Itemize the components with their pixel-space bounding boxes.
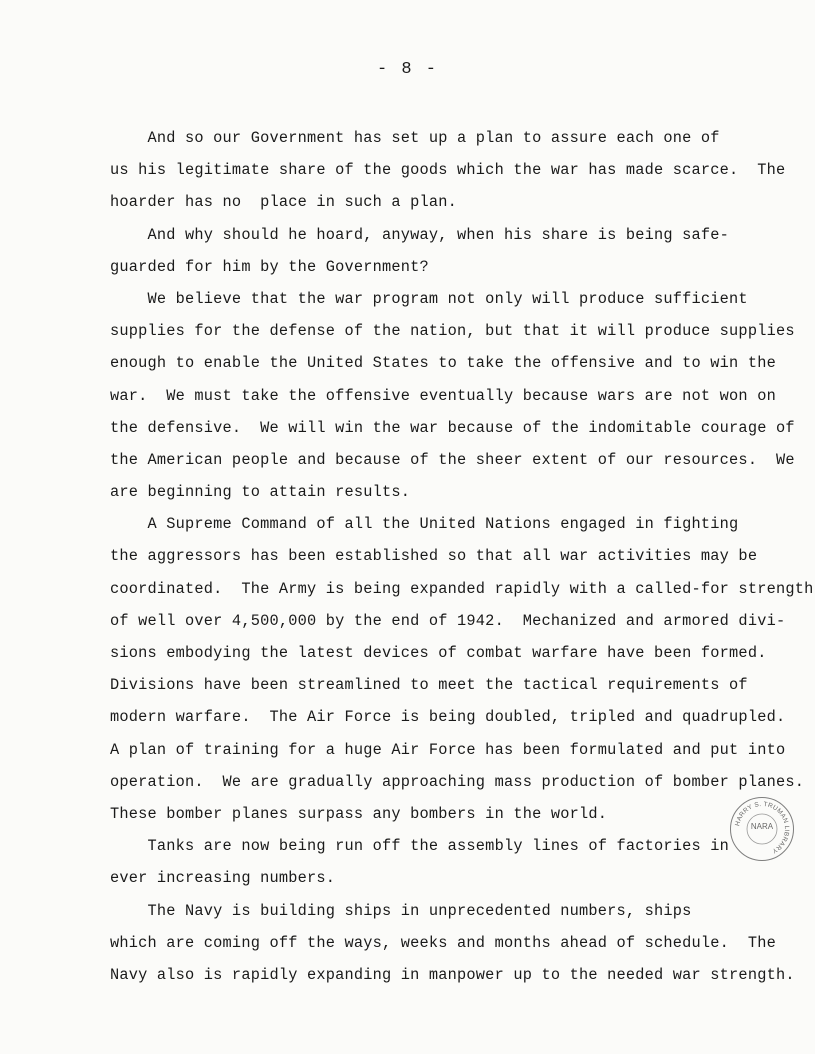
paragraph [110, 283, 795, 508]
text-line: The Navy is building ships in unprecedented numbers, ships [110, 901, 692, 920]
stamp-ring-text: HARRY S. TRUMAN LIBRARY [734, 800, 791, 855]
paragraph [110, 122, 786, 219]
text-line: the American people and because of the sheer extent of our resources. We [110, 450, 795, 469]
text-line: Navy also is rapidly expanding in manpower up to the needed war strength. [110, 965, 795, 984]
stamp-center-text: NARA [750, 822, 774, 831]
text-line: Tanks are now being run off the assembly lines of factories in [110, 837, 730, 856]
text-line: modern warfare. The Air Force is being doubled, tripled and quadrupled. [110, 708, 786, 727]
text-line: And so our Government has set up a plan to assure each one of [110, 129, 720, 147]
text-line: These bomber planes surpass any bombers in the world. [110, 804, 608, 823]
text-line: We believe that the war program not only will produce sufficient [110, 289, 748, 308]
text-line: And why should he hoard, anyway, when his share is being safe- [110, 225, 730, 244]
text-line: us his legitimate share of the goods which the war has made scarce. The [110, 161, 786, 180]
text-line: ever increasing numbers. [110, 869, 336, 888]
text-line: the defensive. We will win the war because of the indomitable courage of [110, 418, 795, 437]
text-line: guarded for him by the Government? [110, 257, 429, 276]
text-line: A Supreme Command of all the United Nations engaged in fighting [110, 515, 739, 534]
text-line: operation. We are gradually approaching mass production of bomber planes. [110, 772, 805, 791]
library-stamp [730, 797, 794, 861]
page-number: - 8 - [376, 60, 438, 79]
text-line: the aggressors has been established so that all war activities may be [110, 547, 758, 566]
text-line: hoarder has no place in such a plan. [110, 193, 458, 212]
text-line: of well over 4,500,000 by the end of 1942. Mechanized and armored divi- [110, 611, 786, 630]
text-line: are beginning to attain results. [110, 483, 411, 502]
text-line: which are coming off the ways, weeks and months ahead of schedule. The [110, 933, 776, 952]
text-line: enough to enable the United States to take the offensive and to win the [110, 354, 776, 373]
text-line: Divisions have been streamlined to meet the tactical requirements of [110, 676, 748, 695]
text-line: war. We must take the offensive eventually because wars are not won on [110, 386, 776, 405]
paragraph [110, 895, 795, 992]
text-line: sions embodying the latest devices of combat warfare have been formed. [110, 644, 767, 662]
text-line: coordinated. The Army is being expanded rapidly with a called-for strength [110, 579, 814, 598]
text-line: A plan of training for a huge Air Force has been formulated and put into [110, 740, 786, 759]
paragraph [110, 219, 730, 283]
text-line: supplies for the defense of the nation, but that it will produce supplies [110, 322, 795, 341]
paragraph [110, 830, 730, 894]
